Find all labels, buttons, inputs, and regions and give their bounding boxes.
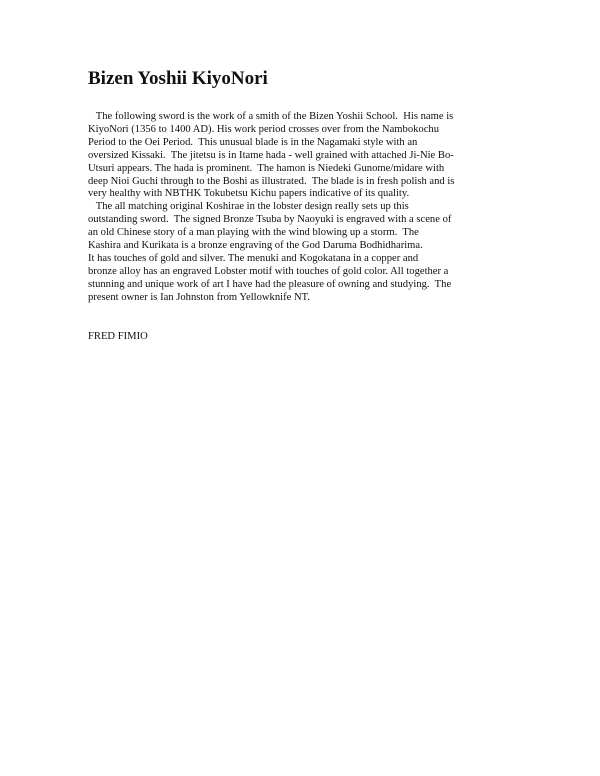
body-line: The all matching original Koshirae in the lobster design really sets up this	[88, 201, 409, 213]
body-line: present owner is Ian Johnston from Yellowknife NT.	[88, 291, 310, 303]
body-line: deep Nioi Guchi through to the Boshi as illustrated. The blade is in fresh polish and is	[88, 175, 455, 187]
body-line: outstanding sword. The signed Bronze Tsuba by Naoyuki is engraved with a scene of	[88, 214, 452, 226]
body-line: very healthy with NBTHK Tokubetsu Kichu papers indicative of its quality.	[88, 188, 410, 200]
body-line: Period to the Oei Period. This unusual blade is in the Nagamaki style with an	[88, 136, 418, 148]
body-line: oversized Kissaki. The jitetsu is in Itame hada - well grained with attached Ji-Nie Bo-	[88, 149, 454, 161]
body-line: Kashira and Kurikata is a bronze engraving of the God Daruma Bodhidharima.	[88, 240, 423, 252]
author-signature: FRED FIMIO	[88, 331, 148, 342]
body-line: stunning and unique work of art I have had the pleasure of owning and studying. The	[88, 278, 452, 290]
body-line: an old Chinese story of a man playing with the wind blowing up a storm. The	[88, 227, 419, 239]
body-line: It has touches of gold and silver. The menuki and Kogokatana in a copper and	[88, 252, 419, 264]
body-line: The following sword is the work of a smith of the Bizen Yoshii School. His name is	[88, 111, 454, 122]
document-body	[88, 111, 518, 305]
document-title: Bizen Yoshii KiyoNori	[88, 68, 268, 89]
body-line: Utsuri appears. The hada is prominent. The hamon is Niedeki Gunome/midare with	[88, 162, 445, 174]
body-line: KiyoNori (1356 to 1400 AD). His work period crosses over from the Nambokochu	[88, 123, 440, 135]
body-line: bronze alloy has an engraved Lobster motif with touches of gold color. All together a	[88, 265, 449, 277]
